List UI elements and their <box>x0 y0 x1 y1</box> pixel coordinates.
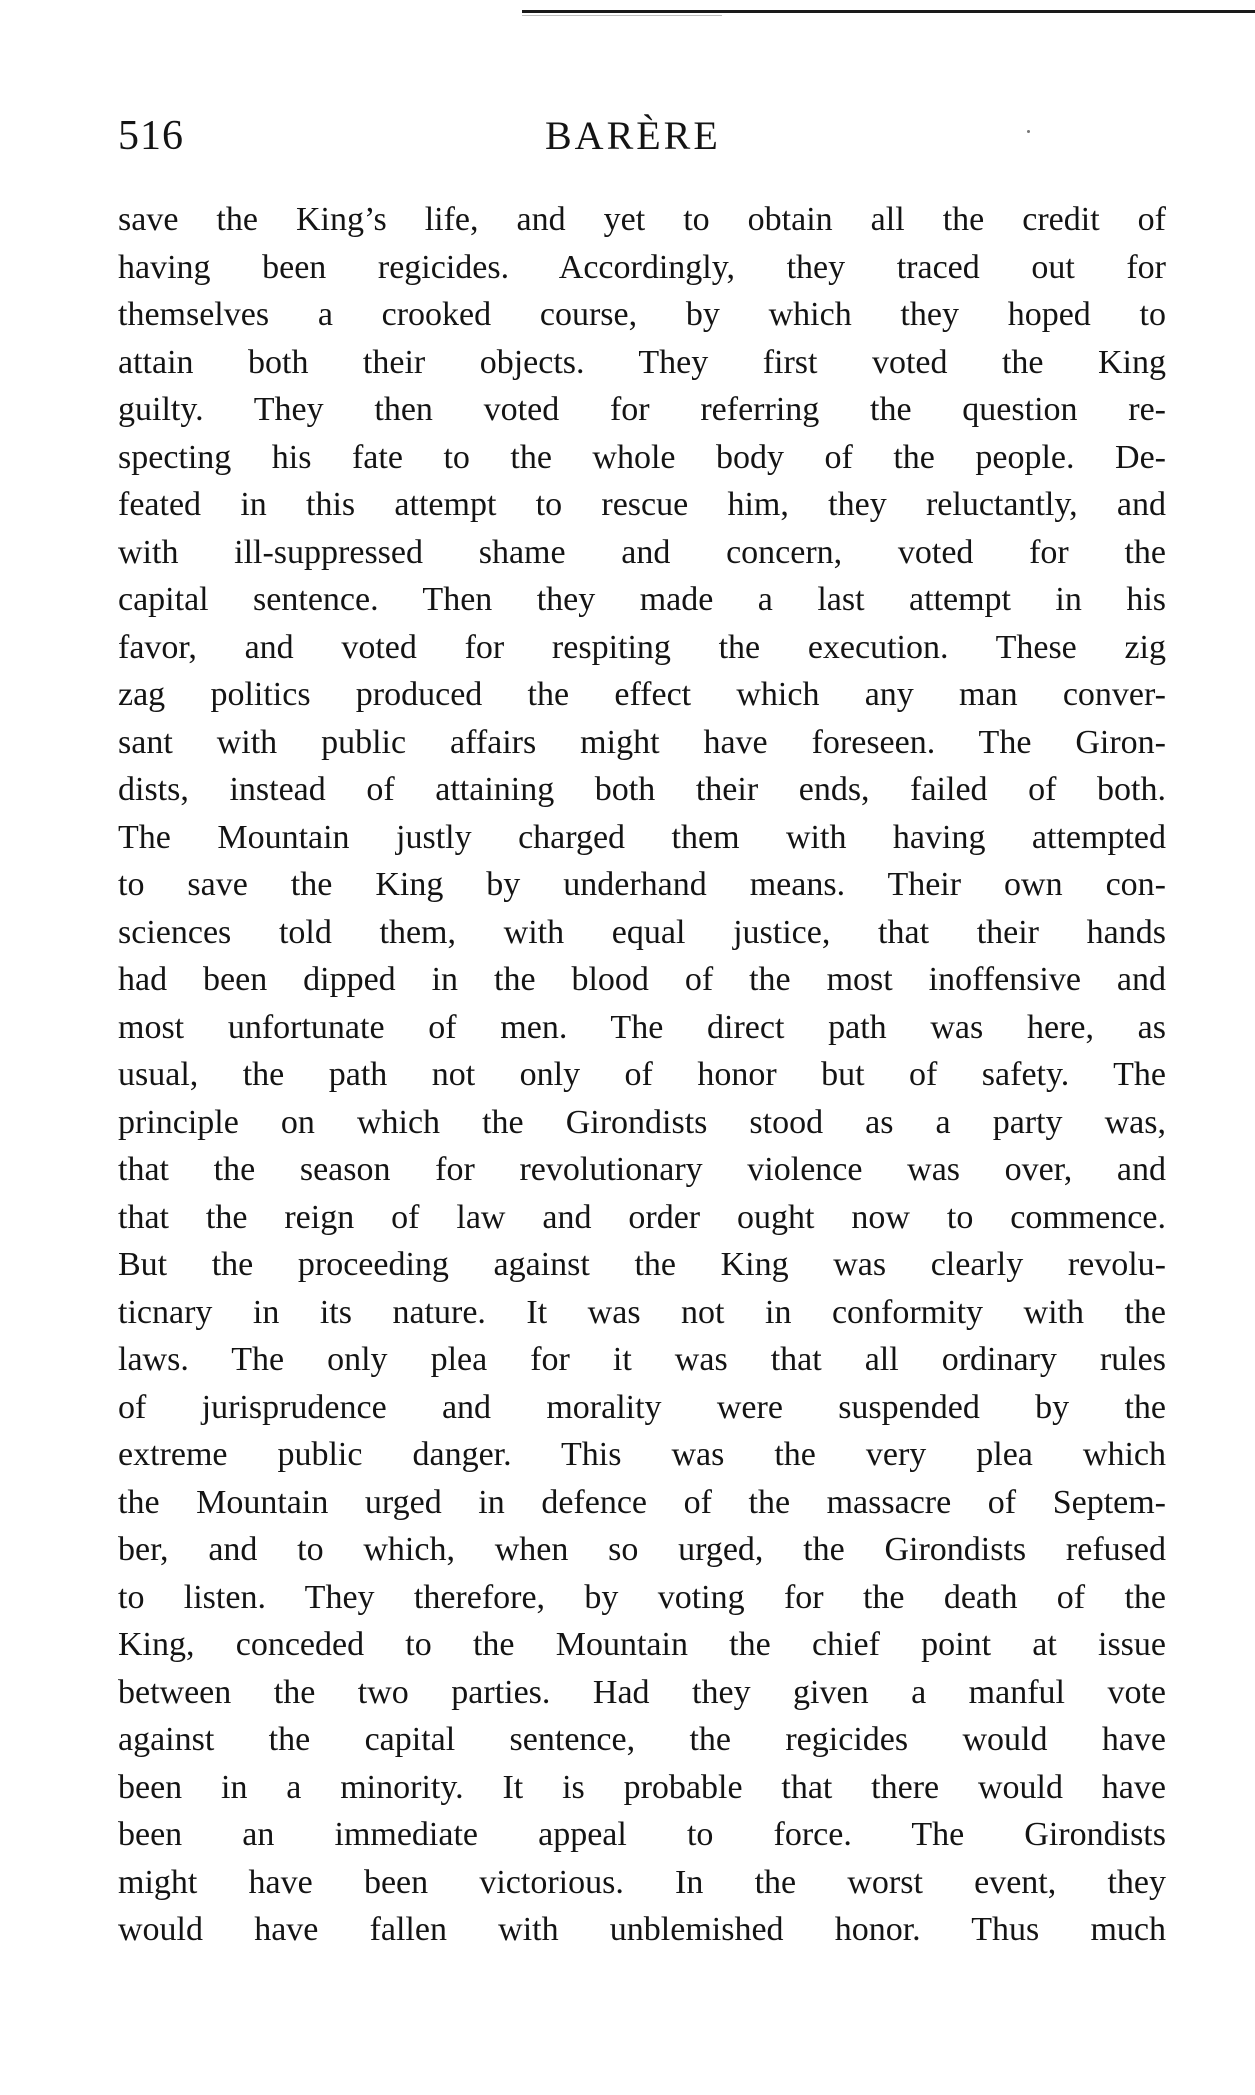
text-line: The Mountain justly charged them with having attempted <box>118 818 1166 856</box>
running-title: BARÈRE <box>545 113 721 158</box>
text-line: usual, the path not only of honor but of safety. The <box>118 1056 1166 1093</box>
text-line: laws. The only plea for it was that all ordinary rules <box>118 1341 1166 1378</box>
text-line: favor, and voted for respiting the execution. These zig <box>118 628 1166 666</box>
text-line: zag politics produced the effect which any man conver- <box>118 676 1166 713</box>
text-line: having been regicides. Accordingly, they traced out for <box>118 248 1166 286</box>
text-line: But the proceeding against the King was clearly revolu- <box>118 1246 1166 1283</box>
text-line: most unfortunate of men. The direct path was here, as <box>118 1008 1166 1046</box>
text-line: sant with public affairs might have foreseen. The Giron- <box>118 723 1166 761</box>
text-line: capital sentence. Then they made a last attempt in his <box>118 581 1166 618</box>
text-line: would have fallen with unblemished honor. Thus much <box>118 1911 1166 1948</box>
text-line: of jurisprudence and morality were suspended by the <box>118 1388 1166 1426</box>
text-line: specting his fate to the whole body of the people. De- <box>118 438 1166 476</box>
text-line: extreme public danger. This was the very plea which <box>118 1436 1166 1473</box>
text-line: sciences told them, with equal justice, that their hands <box>118 913 1166 951</box>
text-line: had been dipped in the blood of the most inoffensive and <box>118 961 1166 998</box>
text-line: ber, and to which, when so urged, the Girondists refused <box>118 1531 1166 1568</box>
text-line: themselves a crooked course, by which they hoped to <box>118 296 1166 333</box>
text-line: that the season for revolutionary violence was over, and <box>118 1151 1166 1188</box>
text-line: save the King’s life, and yet to obtain all the credit of <box>118 201 1166 238</box>
text-line: principle on which the Girondists stood as a party was, <box>118 1103 1166 1141</box>
body-text <box>118 196 1166 1954</box>
text-line: guilty. They then voted for referring the question re- <box>118 391 1166 428</box>
text-line: between the two parties. Had they given a manful vote <box>118 1673 1166 1711</box>
top-rule-shadow <box>522 15 722 16</box>
stray-ink-mark <box>1027 130 1030 133</box>
text-line: been in a minority. It is probable that there would have <box>118 1768 1166 1806</box>
text-line: that the reign of law and order ought now to commence. <box>118 1198 1166 1236</box>
text-line: attain both their objects. They first voted the King <box>118 343 1166 381</box>
text-line: to listen. They therefore, by voting for the death of the <box>118 1578 1166 1616</box>
text-line: dists, instead of attaining both their ends, failed of both. <box>118 771 1166 808</box>
text-line: might have been victorious. In the worst event, they <box>118 1863 1166 1901</box>
text-line: King, conceded to the Mountain the chief point at issue <box>118 1626 1166 1663</box>
text-line: against the capital sentence, the regicides would have <box>118 1721 1166 1758</box>
text-line: with ill-suppressed shame and concern, voted for the <box>118 533 1166 571</box>
page-number: 516 <box>118 113 184 159</box>
text-line: ticnary in its nature. It was not in conformity with the <box>118 1293 1166 1331</box>
text-line: the Mountain urged in defence of the massacre of Septem- <box>118 1483 1166 1521</box>
text-line: feated in this attempt to rescue him, they reluctantly, and <box>118 486 1166 523</box>
top-rule <box>522 10 1255 13</box>
text-line: been an immediate appeal to force. The Girondists <box>118 1816 1166 1853</box>
text-line: to save the King by underhand means. Their own con- <box>118 866 1166 903</box>
